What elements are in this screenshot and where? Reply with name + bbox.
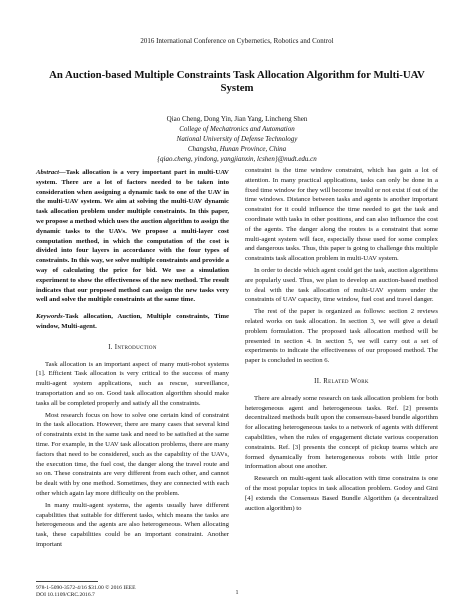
affiliation-location: Changsha, Hunan Province, China [187, 145, 287, 153]
intro-paragraph-continued: constraint is the time window constraint, which has gain a lot of attention. In many practical applications, tasks can only be done in a fixed time window for they will become invalid or not exist if out of the time windows. Distance between tasks and agents is another important constraint for it could influence the time needed to get the task and coordinate with tasks in other positions, and can also influence the cost of the agents. The danger along the routes is a constraint that some multi-agent system will face, especially those used for some complex and dangerous tasks. Thus, this paper is going to challenge this multiple constraints task allocation problem in multi-UAV system. [245, 167, 438, 263]
intro-paragraph-5: The rest of the paper is organized as follows: section 2 reviews related works on task allocation. In section 3, we will give a detail problem formulation. The proposed task allocation method will be presented in section 4. In section 5, we will carry out a set of experiments to indicate the effectiveness of our proposed method. The paper is concluded in section 6. [245, 308, 438, 365]
left-column [36, 168, 229, 552]
section-heading-introduction: I. Introduction [108, 343, 157, 351]
intro-paragraph-2: Most research focus on how to solve one certain kind of constraint in the task allocation. However, there are many cases that several kind of constraints exist in the same task and need to be satisfied at the same time. For example, in the UAV task allocation problems, there are many factors that need to be considered, such as the capability of the UAVs, the execution time, the fuel cost, the danger along the travel route and so on. These constraints are very different from each other, and cannot be dealt with by one method. Sometimes, they are connected with each other which again lay more difficulty on the problem. [36, 411, 229, 497]
page-number: 1 [235, 590, 239, 596]
conference-header: 2016 International Conference on Cybernetics, Robotics and Control [140, 38, 334, 45]
author-names: Qiao Cheng, Dong Yin, Jian Yang, Lincheng Shen [166, 115, 308, 123]
footer-isbn: 978-1-5090-3572-4/16 $31.00 © 2016 IEEE [36, 585, 136, 591]
intro-paragraph-1: Task allocation is an important aspect of many muti-robot systems [1]. Efficient Task allocation is very critical to the success of many multi-agent system applications, such as rescue, surveillance, transportation and so on. Good task allocation algorithm should make tasks all be completed properly and satisfy all the constraints. [36, 360, 229, 407]
abstract [36, 168, 229, 305]
section-heading-related-work: II. Related Work [314, 377, 369, 385]
affiliation-university: National University of Defense Technology [176, 135, 298, 143]
intro-paragraph-3: In many multi-agent systems, the agents usually have different capabilities that suitable for different tasks, which means the tasks are heterogeneous and the agents are also heterogeneous. When allocating task, these capabilities could be an important constraint. Another important [36, 501, 229, 548]
author-emails: {qiao.cheng, yindong, yangjianxin, lcshen}@nudt.edu.cn [157, 155, 317, 163]
author-block [0, 114, 474, 164]
right-column [245, 166, 438, 515]
abstract-lead: Abstract [36, 169, 60, 176]
affiliation-college: College of Mechatronics and Automation [179, 125, 295, 133]
intro-paragraph-4: In order to decide which agent could get the task, auction algorithms are popularly used. Thus, we plan to develop an auction-based method to deal with the task allocation of multi-UAV system under the constraints of UAV capacity, time window, fuel cost and travel danger. [245, 266, 438, 304]
abstract-text: —Task allocation is a very important part in multi-UAV system. There are a lot of factors needed to be taken into consideration when assigning a dynamic task to one of the UAV in the multi-UAV system. We aim at solving the multi-UAV dynamic task allocation problem under multiple constraints. In this paper, we propose a method which uses the auction algorithm to assign the dynamic tasks to the UAVs. We propose a multi-layer cost computation method, in which the computation of the cost is divided into four layers in accordance with the four types of constraints. In this way, we solve multiple constraints and provide a way of calculating the price for bid. We use a simulation experiment to show the effectiveness of the new method. The result indicates that our proposed method can assign the new tasks very well and solve the multiple constraints at the same time. [36, 169, 229, 304]
paper-title: An Auction-based Multiple Constraints Task Allocation Algorithm for Multi-UAV System [49, 69, 425, 94]
related-paragraph-2: Research on multi-agent task allocation with time constrains is one of the most popular topics in task allocation problem. Godoy and Gini [4] extends the Consensus Based Bundle Algorithm (a decentralized auction algorithm) to [245, 475, 438, 512]
footer-doi: DOI 10.1109/CRC.2016.7 [36, 592, 95, 599]
keywords [36, 312, 229, 332]
keywords-text: -Task allocation, Auction, Multiple constraints, Time window, Multi-agent. [36, 313, 229, 330]
related-paragraph-1: There are already some research on task allocation problem for both heterogeneous agent and heterogeneous tasks. Ref. [2] presents decentralized methods built upon the consensus-based bundle algorithm for allocating heterogeneous tasks to a network of agents with different capabilities, when the rules of engagement dictate various cooperation constraints. Ref. [3] presents the concept of pickup teams which are formed dynamically from heterogeneous robots with little prior information about one another. [245, 394, 438, 471]
keywords-lead: Keywords [36, 313, 63, 321]
footer-divider [36, 581, 98, 582]
